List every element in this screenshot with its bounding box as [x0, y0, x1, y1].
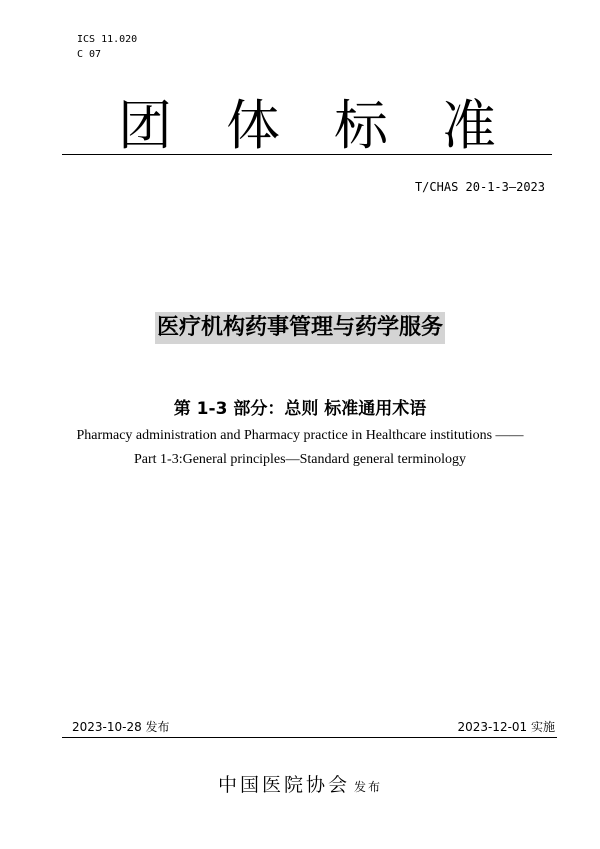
part-title: 第 1-3 部分：总则 标准通用术语	[173, 399, 427, 419]
implement-date: 2023-12-01 实施	[457, 720, 555, 734]
standard-number: T/CHAS 20-1-3—2023	[414, 180, 545, 194]
classification-codes	[77, 32, 137, 62]
english-title-line2: Part 1-3:General principles—Standard general terminology	[133, 452, 466, 467]
publisher-name: 中国医院协会	[217, 774, 350, 796]
header-rule	[62, 154, 552, 155]
publish-date: 2023-10-28 发布	[72, 720, 170, 734]
ics-code: ICS 11.020	[77, 34, 138, 45]
publisher-suffix: 发布	[354, 780, 383, 794]
document-title: 医疗机构药事管理与药学服务	[155, 312, 445, 344]
header-title: 团体标准	[118, 94, 550, 157]
document-title-wrap	[0, 312, 600, 344]
ccs-code: C 07	[77, 49, 102, 60]
publisher-block	[0, 770, 600, 797]
footer-rule	[62, 737, 557, 738]
english-title-line1: Pharmacy administration and Pharmacy practice in Healthcare institutions ——	[76, 428, 524, 443]
